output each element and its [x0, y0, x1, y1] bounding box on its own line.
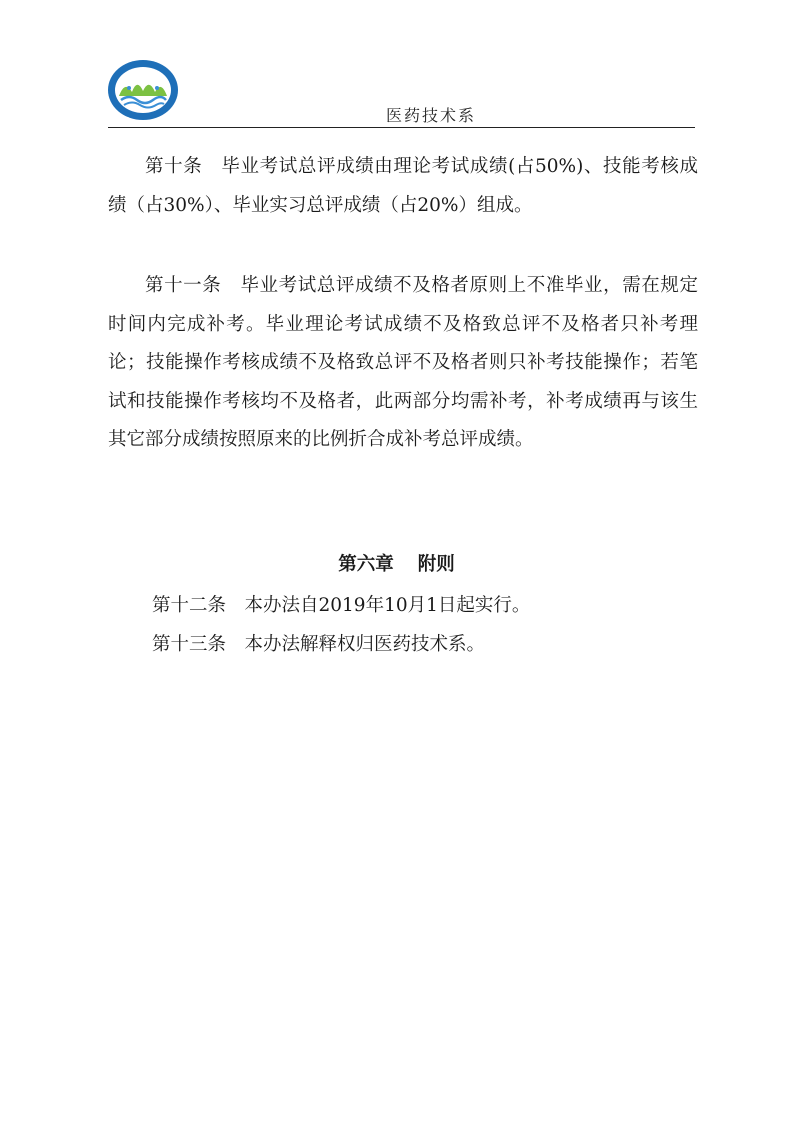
article-12: 第十二条 本办法自2019年10月1日起实行。 — [152, 595, 531, 616]
article-10-text: 第十条 毕业考试总评成绩由理论考试成绩(占50%)、技能考核成绩（占30%）、毕业实习总评成绩（占20%）组成。 — [108, 156, 698, 216]
school-logo — [105, 58, 181, 122]
chapter-title: 附则 — [417, 554, 455, 575]
article-13: 第十三条 本办法解释权归医药技术系。 — [152, 634, 486, 655]
header-divider — [108, 127, 695, 128]
article-11-text: 第十一条 毕业考试总评成绩不及格者原则上不准毕业，需在规定时间内完成补考。毕业理论考试成绩不及格致总评不及格者只补考理论；技能操作考核成绩不及格致总评不及格者则只补考技能操作；若笔试和技能操作考核均不及格者，此两部分均需补考，补考成绩再与该生其它部分成绩按照原来的比例折合成补考总评成绩。 — [108, 275, 698, 450]
header-title: 医药技术系 — [386, 106, 477, 125]
chapter-number: 第六章 — [338, 554, 394, 575]
chapter-heading — [0, 550, 793, 576]
article-10 — [108, 148, 698, 225]
article-11 — [108, 267, 698, 460]
school-logo-icon — [105, 58, 181, 122]
